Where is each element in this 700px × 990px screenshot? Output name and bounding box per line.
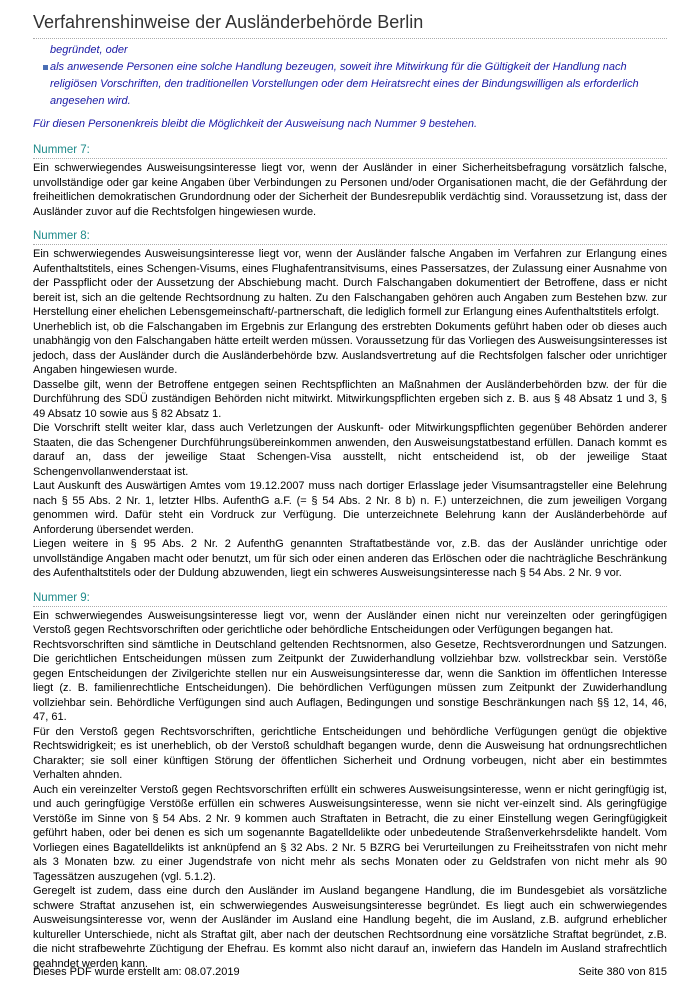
paragraph: Rechtsvorschriften sind sämtliche in Deutschland geltenden Rechtsnormen, also Gesetze, Rechtsverordnungen und Satzungen. Die gerichtlichen Entscheidungen müssen zum Zeitpunkt der Zuwiderhandlung vollziehbar bzw. vollstreckbar sein. Verstöße gegen Entscheidungen der Zivilgerichte stellen nur ein Ausweisungsinteresse dar, wenn die Sanktion im öffentlichen Interesse liegt (z. B. familienrechtliche Entscheidungen). Die behördlichen Verfügungen müssen zum Zeitpunkt der Zuwiderhandlung vollziehbar sein. Behördliche Verfügungen sind auch Auflagen, Bedingungen und sonstige Beschränkungen nach §§ 12, 14, 46, 47, 61. [33,638,667,723]
paragraph: Geregelt ist zudem, dass eine durch den Ausländer im Ausland begangene Handlung, die im Bundesgebiet als vorsätzliche schwere Straftat anzusehen ist, ein schwerwiegendes Ausweisungsinteresse begründet. Es liegt auch ein schwerwiegendes Ausweisungsinteresse vor, wenn der Ausländer im Ausland eine Handlung begeht, die im Ausland, z.B. aufgrund erheblicher kultureller Unterschiede, nicht als Straftat gilt, aber nach der deutschen Rechtsordnung eine vorsätzliche Straftat begründet, z.B. die nicht strafbewehrte Züchtigung der Ehefrau. Es kommt also nicht darauf an, inwiefern das Handeln im Ausland strafrechtlich geahndet werden kann. [33,885,667,970]
header-divider [33,38,667,39]
paragraph: Unerheblich ist, ob die Falschangaben im Ergebnis zur Erlangung des erstrebten Dokuments geführt haben oder ob dieses auch unabhängig von den Falschangaben hätte erteilt werden müssen. Voraussetzung für das Vorliegen des Ausweisungsinteresses ist jedoch, dass der Ausländer durch die Ausländerbehörde bzw. Auslandsvertretung auf die Rechtsfolgen falscher oder unrichtiger Angaben hingewiesen wurde. [33,320,667,376]
paragraph: Laut Auskunft des Auswärtigen Amtes vom 19.12.2007 muss nach dortiger Erlasslage jeder Visumsantragsteller eine Belehrung nach § 55 Abs. 2 Nr. 1, letzter Hlbs. AufenthG a.F. (= § 54 Abs. 2 Nr. 8 b) n. F.) unterzeichnen, die zum jeweiligen Vorgang genommen wird. Dafür steht ein Vordruck zur Verfügung. Die unterzeichnete Belehrung kann der Ausländerbehörde auf Anforderung übersendet werden. [33,480,667,536]
quoted-bullet-item [33,59,667,110]
section-heading-nummer-8: Nummer 8: [33,229,667,245]
section-heading-nummer-7: Nummer 7: [33,143,667,159]
creation-date: Dieses PDF wurde erstellt am: 08.07.2019 [33,966,240,978]
paragraph: Auch ein vereinzelter Verstoß gegen Rechtsvorschriften erfüllt ein schweres Ausweisungsinteresse, wenn er nicht geringfügig ist, und auch geringfügige Verstöße erfüllen ein schweres Ausweisungsinteresse, wenn sie nicht ver-einzelt sind. Als geringfügige Verstöße im Sinne von § 54 Abs. 2 Nr. 9 kommen auch Straftaten in Betracht, die zu einer Einstellung wegen Geringfügigkeit geführt haben, oder bei denen es sich um sogenannte Bagatelldelikte oder unbedeutende Straßenverkehrsdelikte handelt. Vom Vorliegen eines Bagatelldelikts ist anknüpfend an § 32 Abs. 2 Nr. 5 BZRG bei Verurteilungen zu Freiheitsstrafen von nicht mehr als 3 Monaten bzw. zu einer Jugendstrafe von nicht mehr als sechs Monaten oder zu Geldstrafen von nicht mehr als 90 Tagessätzen auszugehen (vgl. 5.1.2). [33,783,667,883]
paragraph: Ein schwerwiegendes Ausweisungsinteresse liegt vor, wenn der Ausländer in einer Sicherheitsbefragung vorsätzlich falsche, unvollständige oder gar keine Angaben über Verbindungen zu Personen und/oder Organisationen macht, die der Gefährdung der freiheitlichen demokratischen Grundordnung oder der Sicherheit der Bundesrepublik verdächtig sind. Voraussetzung ist, dass der Ausländer zuvor auf die Rechtsfolgen hingewiesen wurde. [33,162,667,218]
paragraph: Dasselbe gilt, wenn der Betroffene entgegen seinen Rechtspflichten an Maßnahmen der Ausländerbehörden bzw. der für die Durchführung des SDÜ zuständigen Behörden nicht mitwirkt. Mitwirkungspflichten ergeben sich z. B. aus § 48 Absatz 1 und 3, § 49 Absatz 10 sowie aus § 82 Absatz 1. [33,378,667,420]
quoted-note: Für diesen Personenkreis bleibt die Möglichkeit der Ausweisung nach Nummer 9 bestehen. [33,118,478,130]
document-title: Verfahrenshinweise der Ausländerbehörde Berlin [33,12,424,32]
paragraph: Ein schwerwiegendes Ausweisungsinteresse liegt vor, wenn der Ausländer einen nicht nur vereinzelten oder geringfügigen Verstoß gegen Rechtsvorschriften oder gerichtliche oder behördliche Entscheidungen oder Verfügungen begangen hat. [33,609,667,636]
page-header [33,10,667,39]
square-bullet-icon [43,65,48,70]
paragraph: Liegen weitere in § 95 Abs. 2 Nr. 2 AufenthG genannten Straftatbestände vor, z.B. das der Ausländer unrichtige oder unvollständige Angaben macht oder benutzt, um für sich oder einen anderen das Erlöschen oder die nachträgliche Beschränkung des Aufenthaltstitels oder der Duldung abzuwenden, liegt ein schweres Ausweisungsinteresse nach § 54 Abs. 2 Nr. 9 vor. [33,538,667,579]
paragraph: Ein schwerwiegendes Ausweisungsinteresse liegt vor, wenn der Ausländer falsche Angaben im Verfahren zur Erlangung eines Aufenthaltstitels, eines Schengen-Visums, eines Flughafentransitvisums, eines Passersatzes, der Zulassung einer Ausnahme von der Passpflicht oder der Aussetzung der Abschiebung macht. Durch Falschangaben dokumentiert der Betroffene, dass er nicht bereit ist, sich an die geltende Rechtsordnung zu halten. Zu den Falschangaben gehören auch Angaben zum Bestehen bzw. zur Herstellung einer ehelichen Lebensgemeinschaft/-partnerschaft, die lediglich formell zur Erlangung eines Aufenthaltstitels erfolgt. [33,248,667,318]
paragraph: Für den Verstoß gegen Rechtsvorschriften, gerichtliche Entscheidungen und behördliche Verfügungen genügt die objektive Rechtswidrigkeit; es ist unerheblich, ob der Verstoß schuldhaft begangen wurde, denn die Ausweisung hat ordnungsrechtlichen Charakter; sie soll einer künftigen Störung der öffentlichen Sicherheit und Ordnung vorbeugen, nicht aber ein bestimmtes Verhalten ahnden. [33,725,667,781]
document-body [33,42,667,971]
page-number: Seite 380 von 815 [578,966,667,978]
quoted-bullet-text: als anwesende Personen eine solche Handlung bezeugen, soweit ihre Mitwirkung für die Gültigkeit der Handlung nach religiösen Vorschriften, den traditionellen Vorstellungen oder dem Heiratsrecht eines der Bindungswilligen als erforderlich angesehen wird. [50,61,639,107]
paragraph: Die Vorschrift stellt weiter klar, dass auch Verletzungen der Auskunft- oder Mitwirkungspflichten gegenüber Behörden anderer Staaten, die das Schengener Durchführungsübereinkommen anwenden, den Ausweisungstatbestand erfüllen. Danach kommt es darauf an, dass der jeweilige Staat Schengen-Visa ausstellt, nicht entscheidend ist, ob der jeweilige Staat Schengenvollanwenderstaat ist. [33,422,667,478]
quoted-text-line: begründet, oder [50,44,128,56]
section-heading-nummer-9: Nummer 9: [33,591,667,607]
